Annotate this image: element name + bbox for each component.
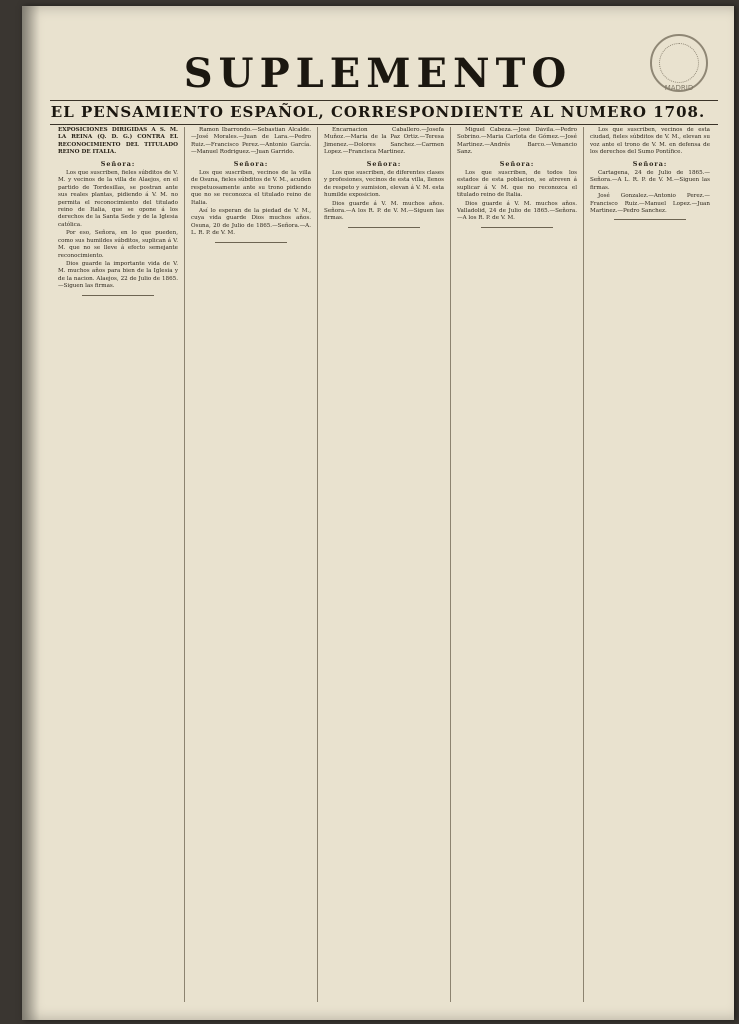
paragraph: Dios guarde á V. M. muchos años. Señora.—A los R. P. de V. M.—Siguen las firmas. [324, 200, 444, 222]
paragraph: José Gonzalez.—Antonio Perez.—Francisco Ruiz.—Manuel Lopez.—Juan Martinez.—Pedro Sanchez. [590, 193, 710, 215]
paragraph: Los que suscriben, de diferentes clases y profesiones, vecinos de esta villa, llenos de respeto y sumision, elevan á V. M. esta humilde exposicion. [324, 170, 444, 199]
text-columns [52, 127, 716, 1002]
separator [348, 227, 420, 228]
paragraph: Ramon Ibarrondo.—Sebastian Alcalde.—José Morales.—Juan de Lara.—Pedro Ruiz.—Francisco Perez.—Antonio García.—Manuel Rodriguez.—Juan Garrido. [191, 127, 311, 156]
paragraph: Así lo esperan de la piedad de V. M., cuya vida guarde Dios muchos años. Osuna, 20 de Julio de 1865.—Señora.—A. L. R. P. de V. M. [191, 208, 311, 237]
separator [215, 242, 287, 243]
article-heading: EXPOSICIONES DIRIGIDAS Á S. M. LA REINA (Q. D. G.) CONTRA EL RECONOCIMIENTO DEL TITULADO REINO DE ITALIA. [58, 127, 178, 156]
header-rule-top [50, 100, 718, 101]
column-1 [52, 127, 185, 1002]
column-3 [318, 127, 451, 1002]
paragraph: Por eso, Señora, en lo que pueden, como sus humildes súbditos, suplican á V. M. que no se lleve á efecto semejante reconocimiento. [58, 230, 178, 259]
separator [82, 295, 154, 296]
column-5 [584, 127, 716, 1002]
paragraph: Los que suscriben, vecinos de la villa de Osuna, fieles súbditos de V. M., acuden respetuosamente ante su trono pidiendo que no se reconozca el titulado reino de Italia. [191, 170, 311, 206]
paragraph: Los que suscriben, vecinos de esta ciudad, fieles súbditos de V. M., elevan su voz ante el trono de V. M. en defensa de los derechos del Sumo Pontífice. [590, 127, 710, 156]
column-4 [451, 127, 584, 1002]
paragraph: Dios guarde la importante vida de V. M. muchos años para bien de la Iglesia y de la nacion. Alaejos, 22 de Julio de 1865.—Siguen las firmas. [58, 260, 178, 290]
salutation: Señora: [233, 159, 269, 168]
separator [481, 227, 553, 228]
paragraph: Los que suscriben, fieles súbditos de V. M. y vecinos de la villa de Alaejos, en el partido de Tordesillas, se postran ante sus reales plantas, pidiendo á V. M. no permita el reconocimiento del titulado reino de Italia, que se opone á los derechos de la Santa Sede y de la Iglesia católica. [58, 170, 178, 228]
newspaper-page [22, 6, 734, 1020]
paragraph: Cartagena, 24 de Julio de 1865.—Señora.—A L. R. P. de V. M.—Siguen las firmas. [590, 170, 710, 191]
paragraph: Miguel Cabeza.—José Dávila.—Pedro Sobrino.—Maria Carlota de Gómez.—José Martinez.—Andrés Barco.—Venancio Sanz. [457, 127, 577, 156]
salutation: Señora: [100, 159, 136, 168]
column-2 [185, 127, 318, 1002]
salutation: Señora: [632, 159, 668, 168]
paragraph: Dios guarde á V. M. muchos años. Valladolid, 24 de Julio de 1865.—Señora.—A los R. P. de V. M. [457, 200, 577, 222]
separator [614, 219, 686, 220]
paragraph: Encarnacion Caballero.—Josefa Muñoz.—Maria de la Paz Ortiz.—Teresa Jimenez.—Dolores Sanchez.—Carmen Lopez.—Francisca Martinez. [324, 127, 444, 156]
stamp-label: MADRID [664, 84, 694, 92]
salutation: Señora: [366, 159, 402, 168]
masthead-title: SUPLEMENTO [183, 50, 573, 97]
salutation: Señora: [499, 159, 535, 168]
header-rule-bottom [50, 124, 718, 125]
paragraph: Los que suscriben, de todos los estados de esta poblacion, se atreven á suplicar á V. M. que no reconozca el titulado reino de Italia. [457, 170, 577, 199]
masthead-subtitle: EL PENSAMIENTO ESPAÑOL, CORRESPONDIENTE AL NUMERO 1708. [50, 103, 706, 121]
